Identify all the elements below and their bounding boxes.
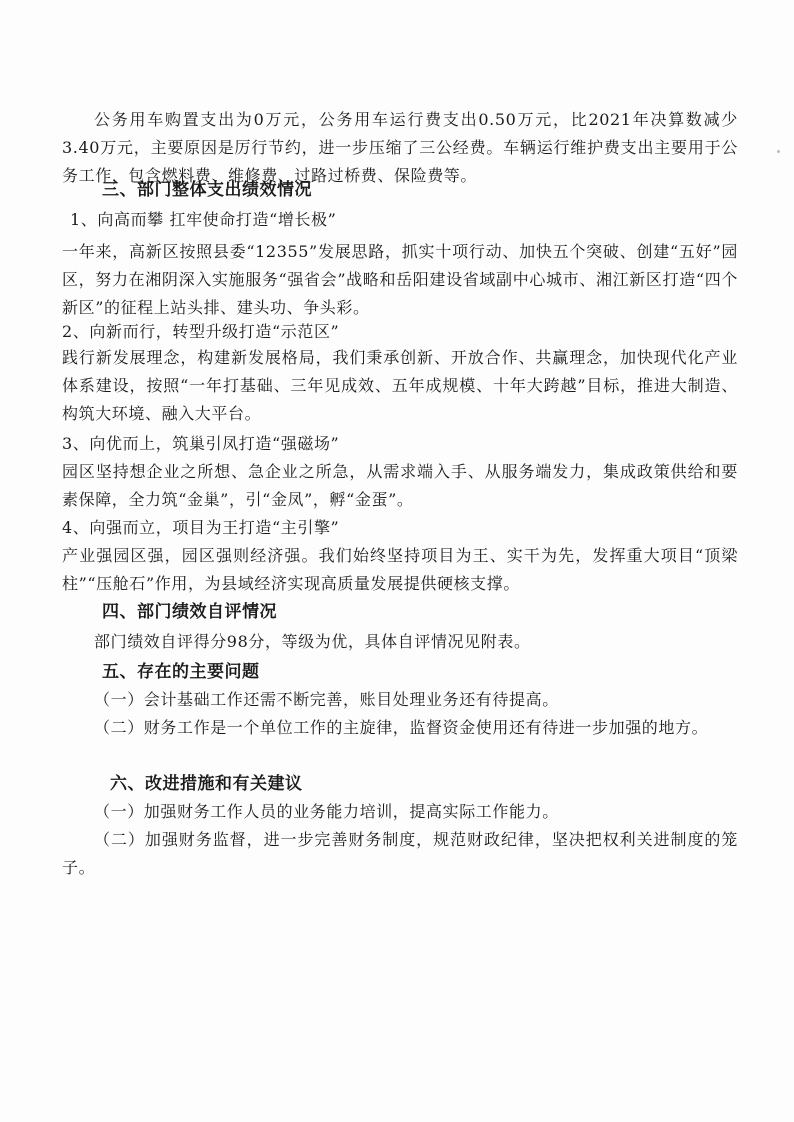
paragraph-improvement-2: （二）加强财务监督，进一步完善财务制度，规范财政纪律，坚决把权利关进制度的笼子。	[62, 830, 738, 877]
subheading-demo-zone: 2、向新而行，转型升级打造“示范区”	[62, 322, 340, 341]
paragraph-demo-zone: 践行新发展理念，构建新发展格局，我们秉承创新、开放合作、共赢理念，加快现代化产业体系建设，按照“一年打基础、三年见成效、五年成规模、十年大跨越”目标，推进大制造、构筑大环境、融入大平台。	[62, 348, 738, 423]
paragraph-improvement-1: （一）加强财务工作人员的业务能力培训，提高实际工作能力。	[94, 802, 559, 821]
heading-improvements: 六、改进措施和有关建议	[110, 774, 303, 794]
paragraph-problem-2: （二）财务工作是一个单位工作的主旋律，监督资金使用还有待进一步加强的地方。	[94, 718, 709, 737]
paragraph-self-evaluation: 部门绩效自评得分98分，等级为优，具体自评情况见附表。	[94, 632, 531, 651]
heading-main-problems: 五、存在的主要问题	[102, 662, 260, 682]
paragraph-vehicle-expenses: 公务用车购置支出为0万元，公务用车运行费支出0.50万元，比2021年决算数减少3.40万元，主要原因是厉行节约，进一步压缩了三公经费。车辆运行维护费支出主要用于公务工作，包含燃料费、维修费、过路过桥费、保险费等。	[62, 110, 738, 185]
subheading-growth-pole: 1、向高而攀 扛牢使命打造“增长极”	[70, 210, 337, 229]
heading-self-evaluation: 四、部门绩效自评情况	[102, 602, 277, 622]
subheading-main-engine: 4、向强而立，项目为王打造“主引擎”	[62, 518, 340, 537]
paragraph-growth-pole: 一年来，高新区按照县委“12355”发展思路，抓实十项行动、加快五个突破、创建“五好”园区，努力在湘阴深入实施服务“强省会”战略和岳阳建设省域副中心城市、湘江新区打造“四个新区”的征程上站头排、建头功、争头彩。	[62, 242, 738, 317]
subheading-magnetic-field: 3、向优而上，筑巢引凤打造“强磁场”	[62, 434, 340, 453]
heading-overall-performance: 三、部门整体支出绩效情况	[102, 180, 312, 200]
paragraph-problem-1: （一）会计基础工作还需不断完善，账目处理业务还有待提高。	[94, 690, 559, 709]
paragraph-main-engine: 产业强园区强，园区强则经济强。我们始终坚持项目为王、实干为先，发挥重大项目“顶梁柱”“压舱石”作用，为县域经济实现高质量发展提供硬核支撑。	[62, 546, 738, 593]
scan-mark	[777, 150, 780, 153]
paragraph-magnetic-field: 园区坚持想企业之所想、急企业之所急，从需求端入手、从服务端发力，集成政策供给和要素保障，全力筑“金巢”，引“金凤”，孵“金蛋”。	[62, 462, 738, 509]
